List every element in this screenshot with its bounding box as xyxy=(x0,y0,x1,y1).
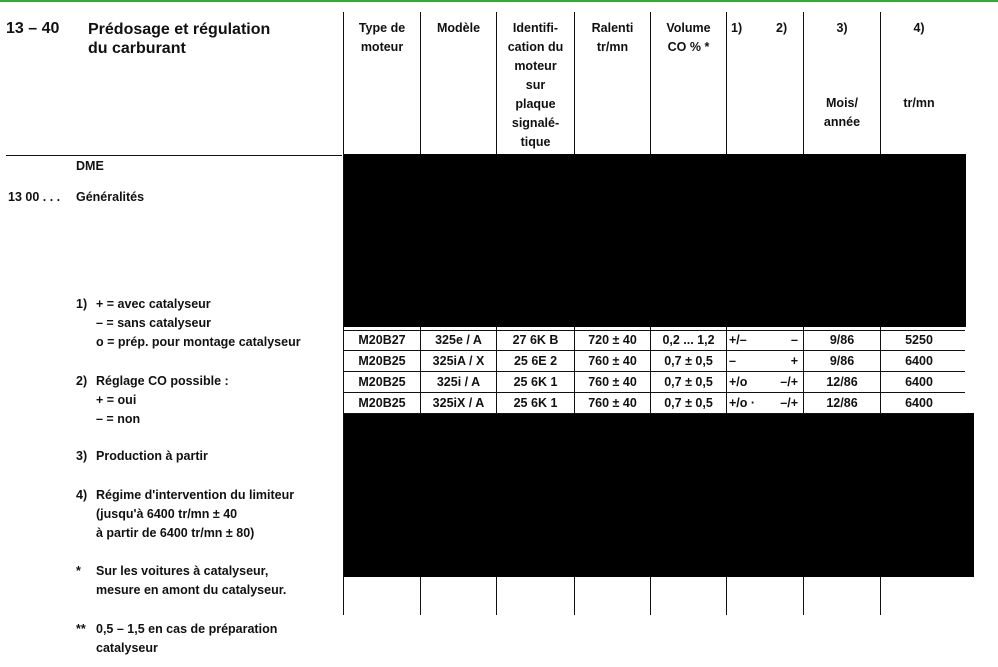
cell-co: 0,7 ± 0,5 xyxy=(664,375,713,389)
note4-text: Régime d'intervention du limiteur (jusqu'à 6400 tr/mn ± 40 à partir de 6400 tr/mn ± 80) xyxy=(96,488,295,540)
cell-col2: –/+ xyxy=(780,396,798,410)
cell-col4: 6400 xyxy=(905,396,933,410)
header-col3-unit: Mois/ année xyxy=(823,96,861,129)
redacted-block-bottom xyxy=(344,413,974,577)
cell-type: M20B27 xyxy=(358,333,406,347)
cell-col1: +/o xyxy=(729,375,748,389)
cell-col1: +/o · xyxy=(729,396,756,410)
cell-ident: 25 6K 1 xyxy=(513,396,558,410)
note2-text: Réglage CO possible : + = oui – = non xyxy=(96,374,229,426)
header-col2: 2) xyxy=(776,21,788,35)
header-volume-co: Volume CO % * xyxy=(666,21,711,54)
cell-col2: –/+ xyxy=(780,375,798,389)
header-col1: 1) xyxy=(731,21,743,35)
note1-text: + = avec catalyseur – = sans catalyseur o = prép. pour montage catalyseur xyxy=(96,297,301,349)
dme-label: DME xyxy=(76,159,104,173)
cell-ident: 25 6E 2 xyxy=(513,354,558,368)
cell-col4: 6400 xyxy=(905,354,933,368)
cell-ralenti: 760 ± 40 xyxy=(588,396,637,410)
cell-co: 0,2 ... 1,2 xyxy=(662,333,715,347)
note2-number: 2) xyxy=(76,374,88,388)
cell-col4: 6400 xyxy=(905,375,933,389)
cell-ident: 25 6K 1 xyxy=(513,375,558,389)
header-rule xyxy=(6,155,342,156)
group-code: 13 00 . . . xyxy=(8,190,61,204)
cell-col1: – xyxy=(729,354,736,368)
note1-number: 1) xyxy=(76,297,88,311)
redacted-block-top xyxy=(344,154,966,327)
cell-col4: 5250 xyxy=(905,333,933,347)
header-ralenti: Ralenti tr/mn xyxy=(591,21,634,54)
footnote-star-text: Sur les voitures à catalyseur, mesure en amont du catalyseur. xyxy=(96,564,287,597)
cell-modele: 325e / A xyxy=(435,333,482,347)
cell-ralenti: 760 ± 40 xyxy=(588,375,637,389)
row-line xyxy=(343,413,965,414)
footnote-double-star-mark: ** xyxy=(76,622,86,636)
note4-number: 4) xyxy=(76,488,88,502)
section-number: 13 – 40 xyxy=(6,20,60,37)
section-title: Prédosage et régulation du carburant xyxy=(88,21,271,57)
header-col3-num: 3) xyxy=(836,21,848,35)
cell-type: M20B25 xyxy=(358,396,406,410)
top-border xyxy=(0,0,998,2)
note3-number: 3) xyxy=(76,449,88,463)
cell-col2: – xyxy=(791,333,798,347)
footnote-star-mark: * xyxy=(76,564,81,578)
cell-col3: 9/86 xyxy=(829,354,855,368)
cell-co: 0,7 ± 0,5 xyxy=(664,354,713,368)
footnote-double-star-text: 0,5 – 1,5 en cas de préparation catalyseur xyxy=(96,622,278,655)
cell-modele: 325iX / A xyxy=(432,396,485,410)
cell-co: 0,7 ± 0,5 xyxy=(664,396,713,410)
header-identification: Identifi- cation du moteur sur plaque signalé- tique xyxy=(507,21,564,149)
header-type-moteur: Type de moteur xyxy=(358,21,406,54)
cell-col3: 12/86 xyxy=(826,375,858,389)
header-col4-unit: tr/mn xyxy=(903,96,935,110)
cell-ralenti: 720 ± 40 xyxy=(588,333,637,347)
cell-type: M20B25 xyxy=(358,354,406,368)
cell-ralenti: 760 ± 40 xyxy=(588,354,637,368)
cell-col1: +/– xyxy=(729,333,747,347)
note3-text: Production à partir xyxy=(96,449,208,463)
cell-col3: 9/86 xyxy=(829,333,855,347)
cell-col2: + xyxy=(790,354,798,368)
cell-modele: 325i / A xyxy=(436,375,481,389)
cell-ident: 27 6K B xyxy=(512,333,559,347)
generalites-label: Généralités xyxy=(76,190,145,204)
header-col4-num: 4) xyxy=(913,21,925,35)
cell-col3: 12/86 xyxy=(826,396,858,410)
cell-modele: 325iA / X xyxy=(432,354,485,368)
header-modele: Modèle xyxy=(436,21,481,35)
cell-type: M20B25 xyxy=(358,375,406,389)
